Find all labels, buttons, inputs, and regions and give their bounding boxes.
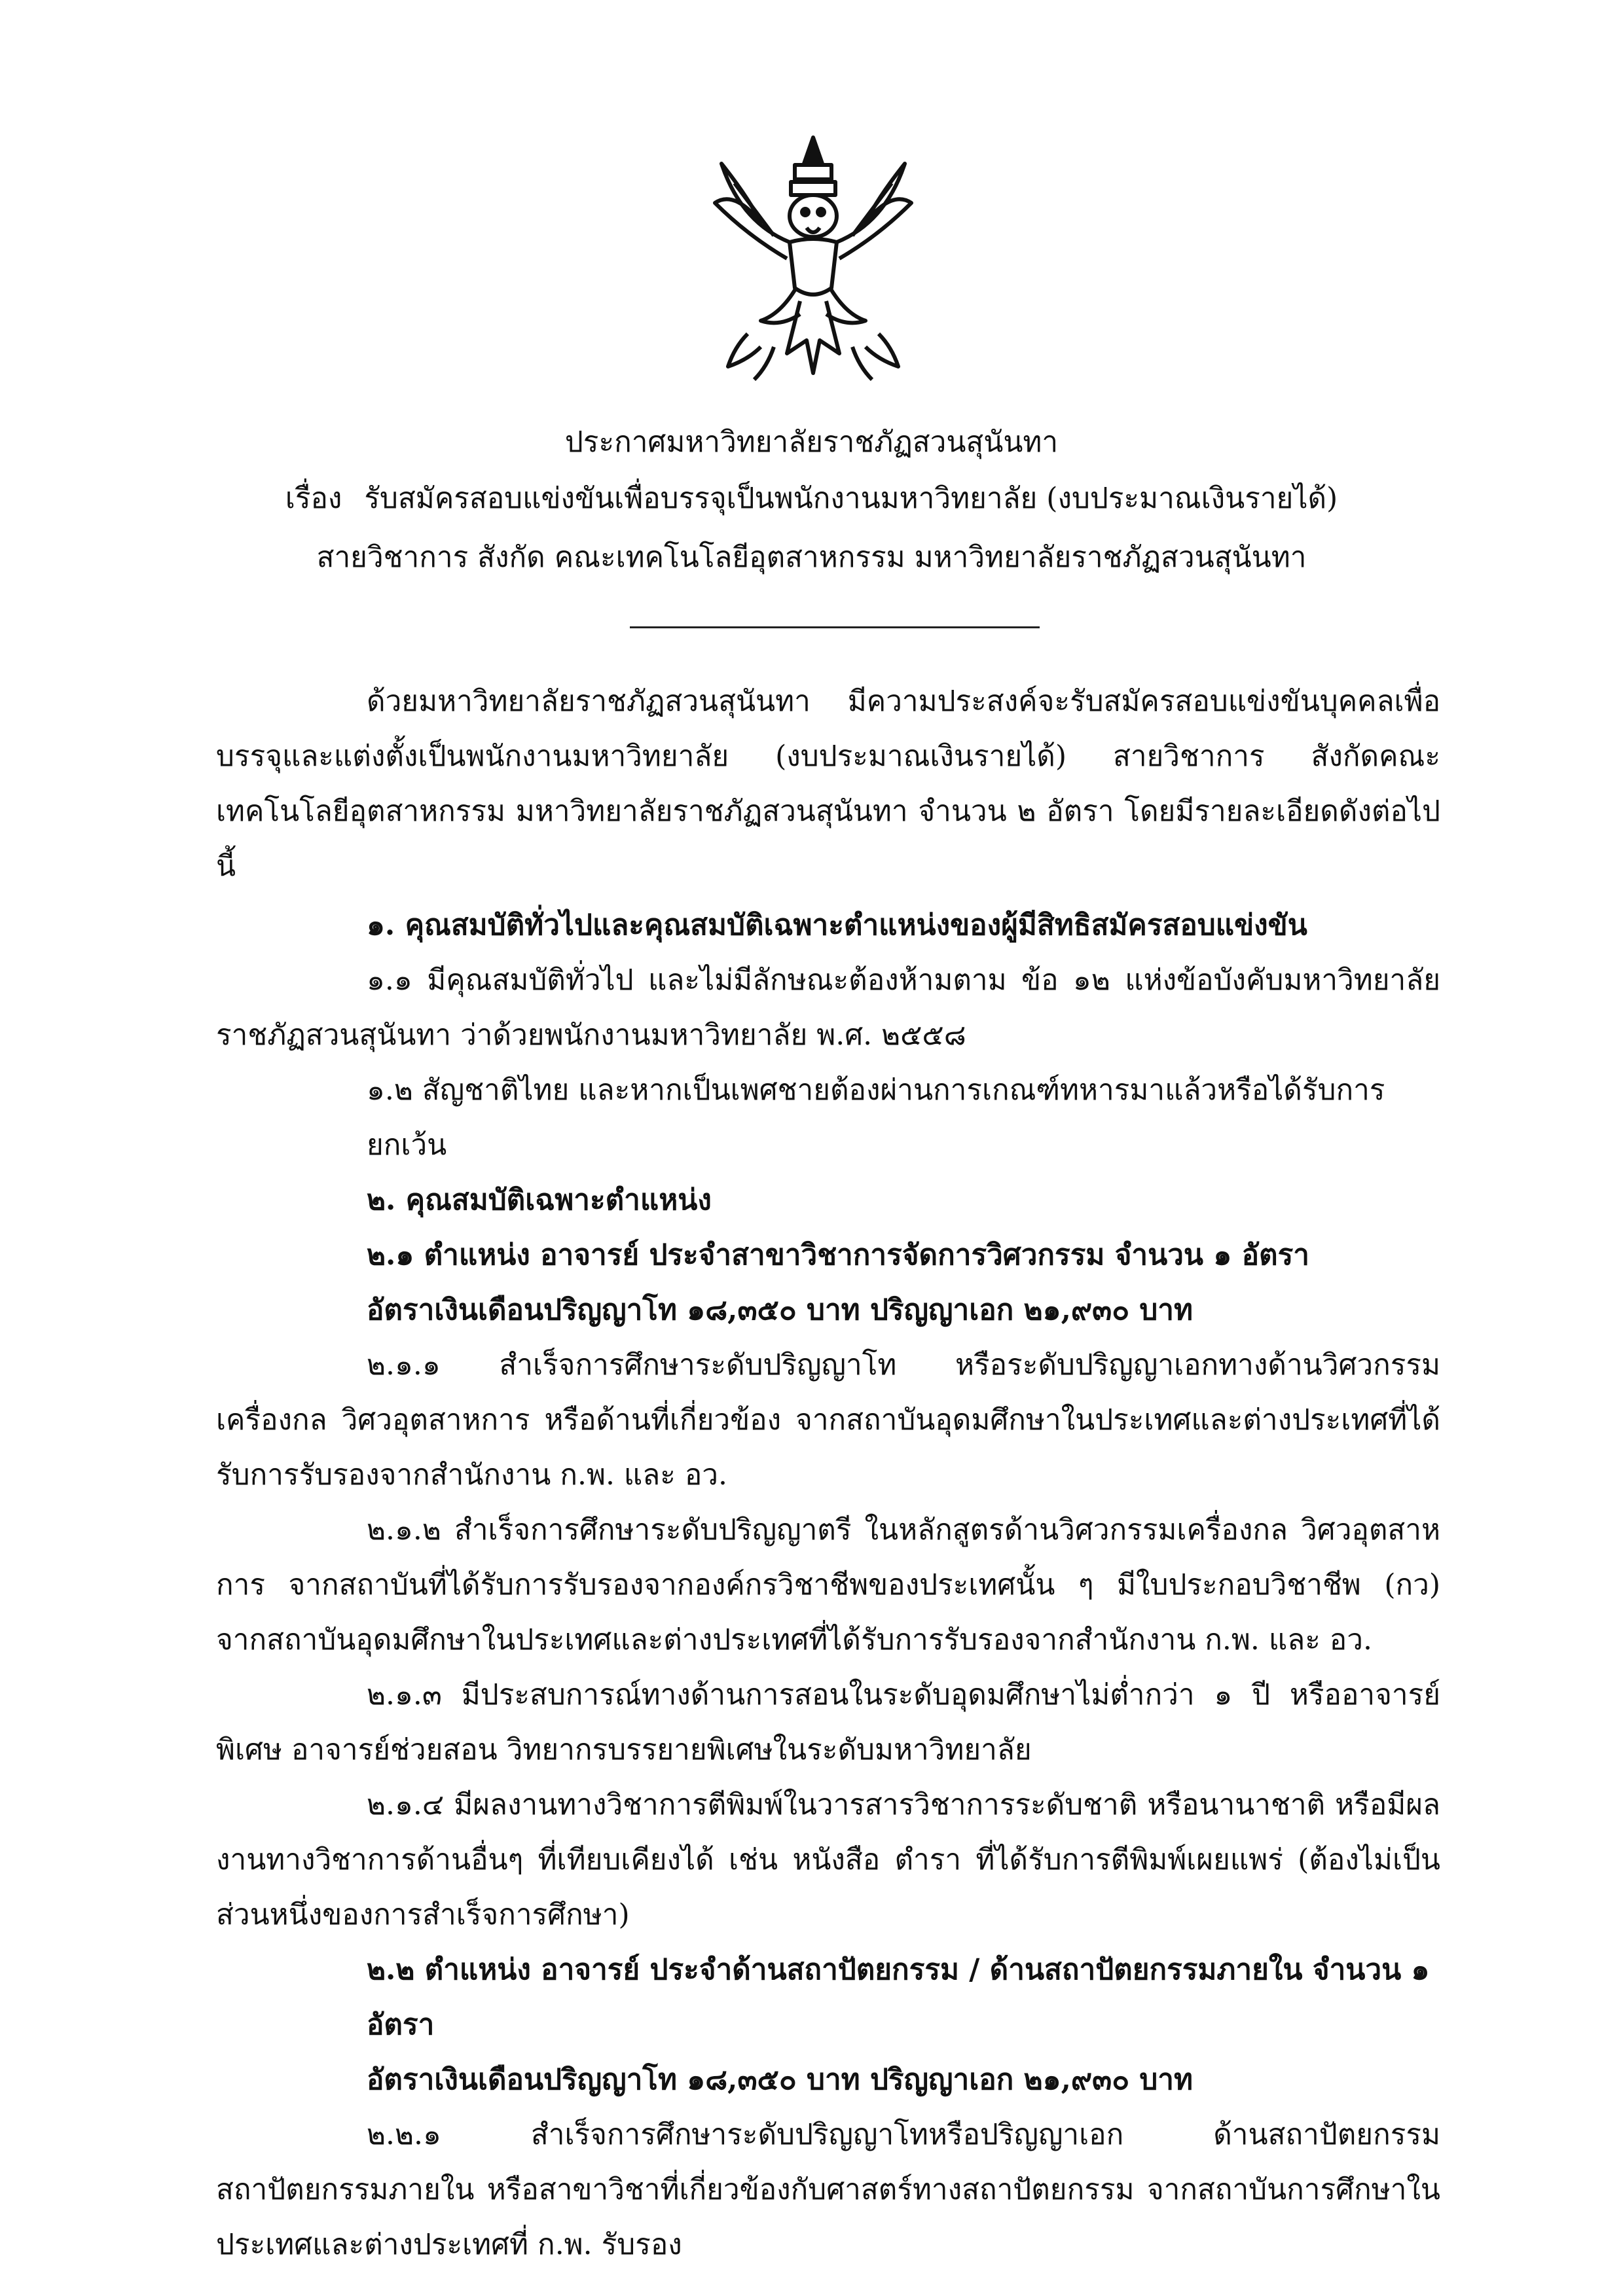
position1-qualification-1: ๒.๑.๑ สำเร็จการศึกษาระดับปริญญาโท หรือระดับปริญญาเอกทางด้านวิศวกรรมเครื่องกล วิศวอุตสาหการ หรือด้านที่เกี่ยวข้อง จากสถาบันอุดมศึกษาในประเทศและต่างประเทศที่ได้รับการรับรองจากสำนักงาน ก.พ. และ อว. xyxy=(216,1348,1440,1492)
document-body xyxy=(216,674,1440,2272)
announcement-subject-line2: สายวิชาการ สังกัด คณะเทคโนโลยีอุตสาหกรรม มหาวิทยาลัยราชภัฏสวนสุนันทา xyxy=(316,541,1307,574)
section1-item2: ๑.๒ สัญชาติไทย และหากเป็นเพศชายต้องผ่านการเกณฑ์ทหารมาแล้วหรือได้รับการยกเว้น xyxy=(367,1073,1385,1162)
section1-item1: ๑.๑ มีคุณสมบัติทั่วไป และไม่มีลักษณะต้องห้ามตาม ข้อ ๑๒ แห่งข้อบังคับมหาวิทยาลัยราชภัฏสวนสุนันทา ว่าด้วยพนักงานมหาวิทยาลัย พ.ศ. ๒๕๕๘ xyxy=(216,963,1440,1052)
subject-text: รับสมัครสอบแข่งขันเพื่อบรรจุเป็นพนักงานมหาวิทยาลัย (งบประมาณเงินรายได้) xyxy=(364,482,1338,515)
section1-heading: ๑. คุณสมบัติทั่วไปและคุณสมบัติเฉพาะตำแหน่งของผู้มีสิทธิสมัครสอบแข่งขัน xyxy=(367,908,1307,942)
position2-qualification-1: ๒.๒.๑ สำเร็จการศึกษาระดับปริญญาโทหรือปริญญาเอก ด้านสถาปัตยกรรม สถาปัตยกรรมภายใน หรือสาขาวิชาที่เกี่ยวข้องกับศาสตร์ทางสถาปัตยกรรม จากสถาบันการศึกษาในประเทศและต่างประเทศที่ ก.พ. รับรอง xyxy=(216,2118,1440,2261)
header-divider xyxy=(630,626,1040,628)
intro-paragraph: ด้วยมหาวิทยาลัยราชภัฏสวนสุนันทา มีความประสงค์จะรับสมัครสอบแข่งขันบุคคลเพื่อบรรจุและแต่งตั้งเป็นพนักงานมหาวิทยาลัย (งบประมาณเงินรายได้) สายวิชาการ สังกัดคณะเทคโนโลยีอุตสาหกรรม มหาวิทยาลัยราชภัฏสวนสุนันทา จำนวน ๒ อัตรา โดยมีรายละเอียดดังต่อไปนี้ xyxy=(216,685,1440,883)
announcement-title: ประกาศมหาวิทยาลัยราชภัฏสวนสุนันทา xyxy=(564,425,1059,459)
announcement-subject xyxy=(0,475,1623,521)
subject-label: เรื่อง xyxy=(285,482,342,515)
position1-title: ๒.๑ ตำแหน่ง อาจารย์ ประจำสาขาวิชาการจัดการวิศวกรรม จำนวน ๑ อัตรา xyxy=(367,1238,1309,1272)
position1-salary: อัตราเงินเดือนปริญญาโท ๑๘,๓๕๐ บาท ปริญญาเอก ๒๑,๙๓๐ บาท xyxy=(367,1293,1194,1327)
position2-salary: อัตราเงินเดือนปริญญาโท ๑๘,๓๕๐ บาท ปริญญาเอก ๒๑,๙๓๐ บาท xyxy=(367,2063,1194,2096)
garuda-emblem xyxy=(676,124,951,399)
position1-qualification-2: ๒.๑.๒ สำเร็จการศึกษาระดับปริญญาตรี ในหลักสูตรด้านวิศวกรรมเครื่องกล วิศวอุตสาหการ จากสถาบันที่ได้รับการรับรองจากองค์กรวิชาชีพของประเทศนั้น ๆ มีใบประกอบวิชาชีพ (กว) จากสถาบันอุดมศึกษาในประเทศและต่างประเทศที่ได้รับการรับรองจากสำนักงาน ก.พ. และ อว. xyxy=(216,1513,1440,1657)
section2-heading: ๒. คุณสมบัติเฉพาะตำแหน่ง xyxy=(367,1183,712,1217)
position2-title: ๒.๒ ตำแหน่ง อาจารย์ ประจำด้านสถาปัตยกรรม / ด้านสถาปัตยกรรมภายใน จำนวน ๑ อัตรา xyxy=(367,1953,1430,2041)
position1-qualification-3: ๒.๑.๓ มีประสบการณ์ทางด้านการสอนในระดับอุดมศึกษาไม่ต่ำกว่า ๑ ปี หรืออาจารย์พิเศษ อาจารย์ช่วยสอน วิทยากรบรรยายพิเศษในระดับมหาวิทยาลัย xyxy=(216,1678,1440,1767)
position1-qualification-4: ๒.๑.๔ มีผลงานทางวิชาการตีพิมพ์ในวารสารวิชาการระดับชาติ หรือนานาชาติ หรือมีผลงานทางวิชาการด้านอื่นๆ ที่เทียบเคียงได้ เช่น หนังสือ ตำรา ที่ได้รับการตีพิมพ์เผยแพร่ (ต้องไม่เป็นส่วนหนึ่งของการสำเร็จการศึกษา) xyxy=(216,1788,1440,1931)
